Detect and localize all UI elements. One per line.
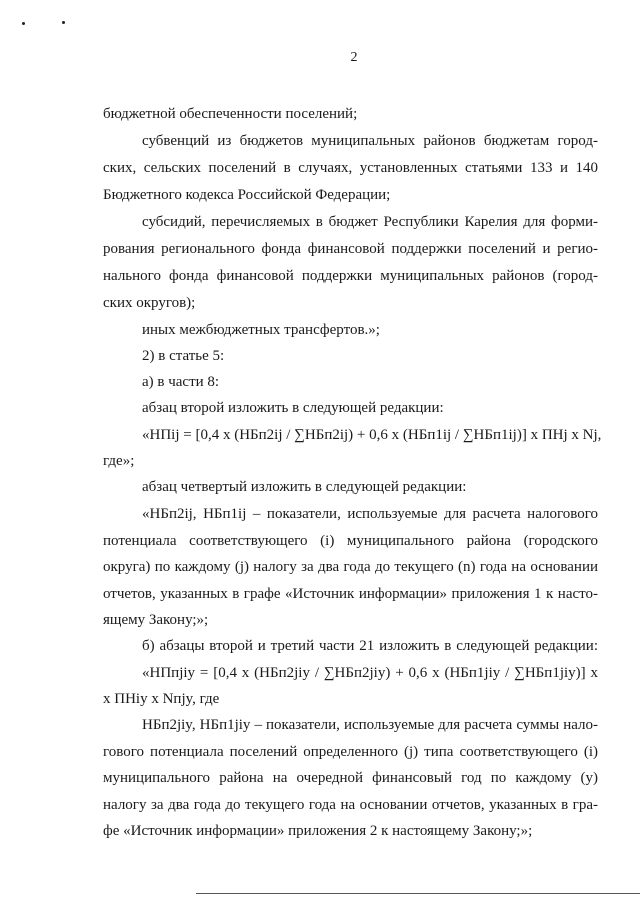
text-line: налогу за два года до текущего года на основании отчетов, указанных в гра- bbox=[103, 797, 598, 813]
text-line: а) в части 8: bbox=[142, 374, 220, 390]
text-line: ских округов); bbox=[103, 295, 196, 311]
text-line: НБп2jiy, НБп1jiy – показатели, используемые для расчета суммы нало- bbox=[142, 717, 598, 733]
text-line: фе «Источник информации» приложения 2 к настоящему Закону;»; bbox=[103, 823, 533, 839]
scan-speck bbox=[22, 22, 25, 25]
formula-line bbox=[142, 426, 602, 444]
page-number: 2 bbox=[350, 50, 358, 65]
text-line: бюджетной обеспеченности поселений; bbox=[103, 106, 358, 122]
text-line: абзац четвертый изложить в следующей редакции: bbox=[142, 479, 467, 495]
text-line: нального фонда финансовой поддержки муниципальных районов (город- bbox=[103, 268, 598, 284]
scan-speck bbox=[62, 21, 65, 24]
text-line: Бюджетного кодекса Российской Федерации; bbox=[103, 187, 391, 203]
formula-line: х ПНiy х Nпjy, где bbox=[103, 691, 220, 707]
text-line: субвенций из бюджетов муниципальных районов бюджетам город- bbox=[142, 133, 598, 149]
text-line: ящему Закону;»; bbox=[103, 612, 209, 628]
text-line: потенциала соответствующего (i) муниципального района (городского bbox=[103, 533, 598, 549]
text-line: ских, сельских поселений в случаях, установленных статьями 133 и 140 bbox=[103, 160, 598, 176]
text-line: «НБп2ij, НБп1ij – показатели, используемые для расчета налогового bbox=[142, 506, 598, 522]
formula-np: «НПij = [0,4 х (НБп2ij / ∑НБп2ij) + 0,6 х (НБп1ij / ∑НБп1ij)] х ПНj х Nj, bbox=[142, 427, 602, 443]
text-line: рования регионального фонда финансовой поддержки поселений и регио- bbox=[103, 241, 598, 257]
text-line: муниципального района на очередной финансовый год по каждому (у) bbox=[103, 770, 598, 786]
text-line: абзац второй изложить в следующей редакции: bbox=[142, 400, 444, 416]
text-line: гового потенциала поселений определенного (j) типа соответствующего (i) bbox=[103, 744, 598, 760]
text-line: иных межбюджетных трансфертов.»; bbox=[142, 322, 380, 338]
text-line: б) абзацы второй и третий части 21 изложить в следующей редакции: bbox=[142, 638, 598, 654]
text-line: где»; bbox=[103, 453, 135, 469]
text-line: отчетов, указанных в графе «Источник информации» приложения 1 к насто- bbox=[103, 586, 598, 602]
text-line: 2) в статье 5: bbox=[142, 348, 225, 364]
footer-rule bbox=[196, 893, 640, 894]
text-line: округа) по каждому (j) налогу за два года до текущего (n) года на основании bbox=[103, 559, 598, 575]
text-line: субсидий, перечисляемых в бюджет Республики Карелия для форми- bbox=[142, 214, 598, 230]
formula-line: «НПпjiy = [0,4 х (НБп2jiy / ∑НБп2jiy) + 0,6 х (НБп1jiy / ∑НБп1jiy)] х bbox=[142, 665, 598, 681]
